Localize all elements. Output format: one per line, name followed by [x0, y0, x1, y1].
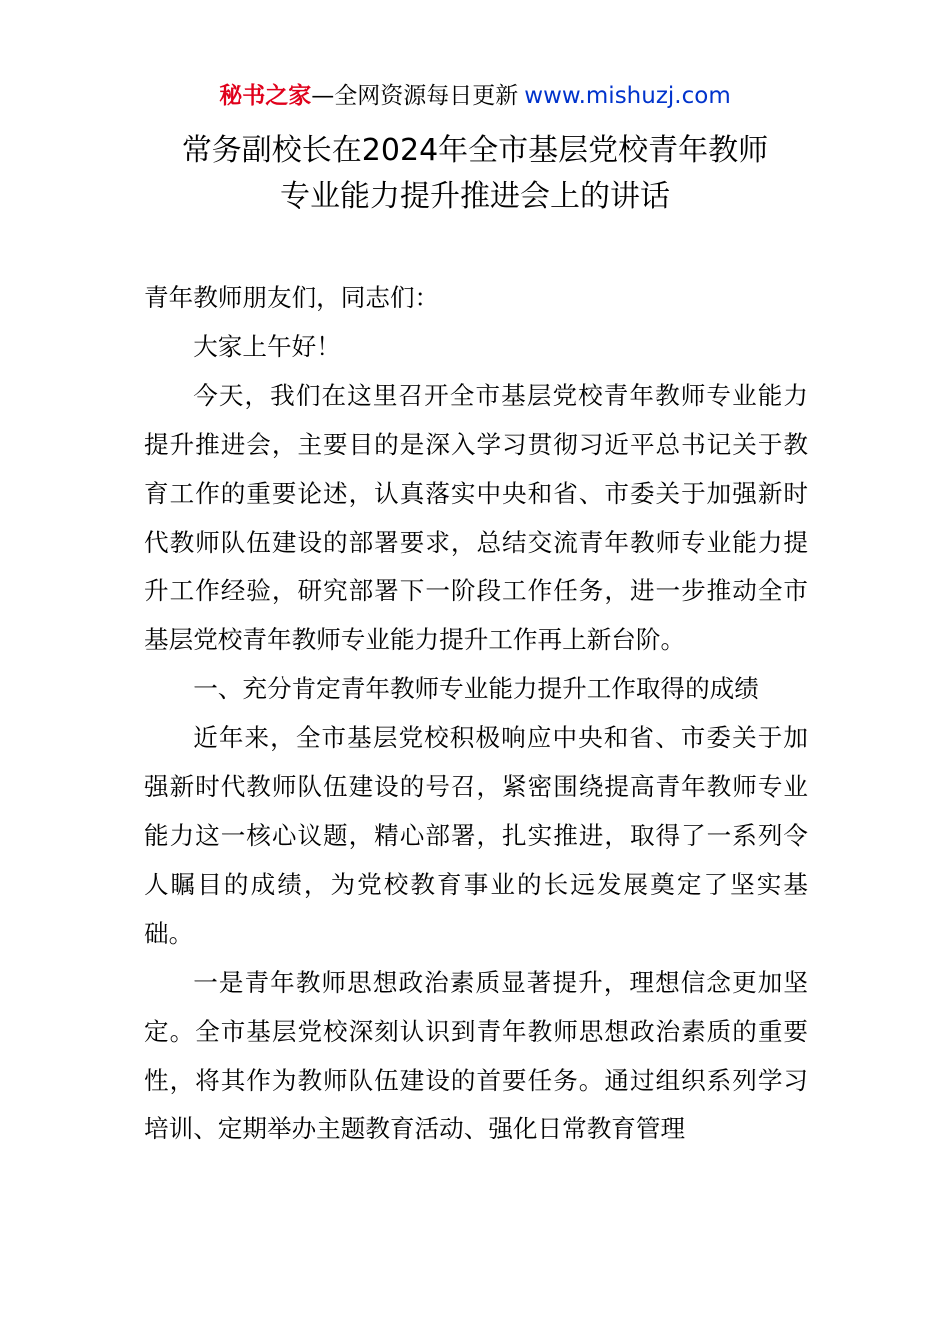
- section-heading: 一、充分肯定青年教师专业能力提升工作取得的成绩: [193, 674, 759, 704]
- salutation: 青年教师朋友们，同志们：: [144, 283, 440, 312]
- header-tagline: —全网资源每日更新: [311, 83, 519, 109]
- greeting-paragraph: 大家上午好！: [193, 331, 341, 361]
- achievements-paragraph: 近年来，全市基层党校积极响应中央和省、市委关于加强新时代教师队伍建设的号召，紧密围绕提高青年教师专业能力这一核心议题，精心部署，扎实推进，取得了一系列令人瞩目的成绩，为党校教育事业的长远发展奠定了坚实基础。: [144, 723, 808, 948]
- site-header: [0, 80, 950, 112]
- document-title: [0, 128, 950, 220]
- intro-paragraph: 今天，我们在这里召开全市基层党校青年教师专业能力提升推进会，主要目的是深入学习贯彻习近平总书记关于教育工作的重要论述，认真落实中央和省、市委关于加强新时代教师队伍建设的部署要求，总结交流青年教师专业能力提升工作经验，研究部署下一阶段工作任务，进一步推动全市基层党校青年教师专业能力提升工作再上新台阶。: [144, 380, 808, 655]
- title-line-1: 常务副校长在2024年全市基层党校青年教师: [181, 133, 769, 168]
- document-body: [144, 274, 808, 1154]
- site-url-link[interactable]: www.mishuzj.com: [524, 83, 731, 109]
- title-line-2: 专业能力提升推进会上的讲话: [280, 179, 670, 214]
- point-one-paragraph: 一是青年教师思想政治素质显著提升，理想信念更加坚定。全市基层党校深刻认识到青年教师思想政治素质的重要性，将其作为教师队伍建设的首要任务。通过组织系列学习培训、定期举办主题教育活动、强化日常教育管理: [144, 967, 808, 1144]
- brand-name: 秘书之家: [219, 83, 312, 109]
